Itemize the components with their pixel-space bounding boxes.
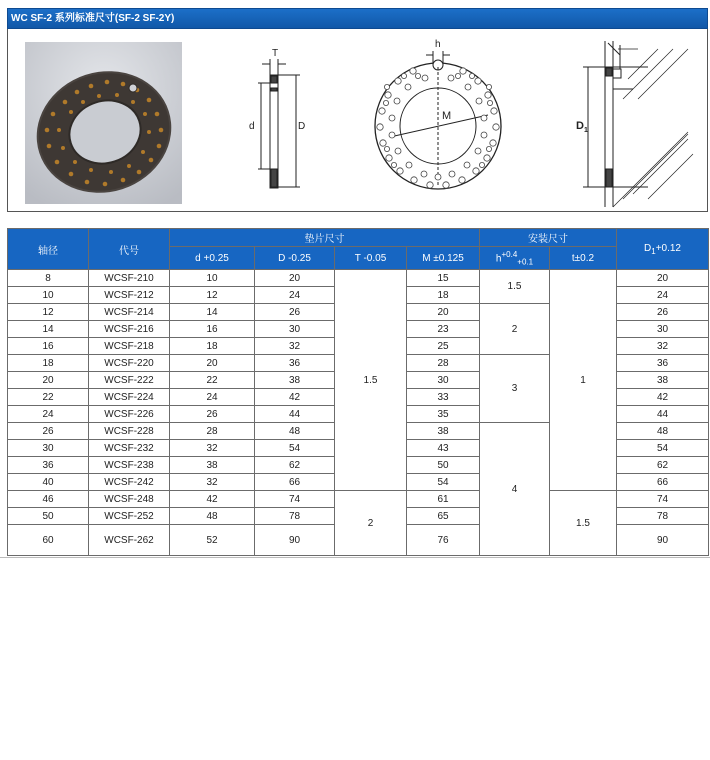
cell-shaft: 30 [8,440,89,457]
cell-D: 44 [255,406,335,423]
cell-code: WCSF-224 [89,389,170,406]
cell-D: 62 [255,457,335,474]
cell-shaft: 46 [8,491,89,508]
cell-D1: 78 [617,508,709,525]
cell-D1: 24 [617,287,709,304]
label-h: h [435,39,441,50]
cell-code: WCSF-212 [89,287,170,304]
label-M: M [442,110,452,122]
table-row [8,491,709,508]
cell-d: 20 [170,355,255,372]
cell-shaft: 60 [8,525,89,556]
cell-code: WCSF-222 [89,372,170,389]
cell-d: 32 [170,440,255,457]
cell-code: WCSF-214 [89,304,170,321]
cell-M: 23 [407,321,480,338]
cell-D1: 62 [617,457,709,474]
cell-d: 12 [170,287,255,304]
cell-D: 42 [255,389,335,406]
cell-D: 78 [255,508,335,525]
cell-D1: 32 [617,338,709,355]
cell-D: 32 [255,338,335,355]
cell-shaft: 24 [8,406,89,423]
cell-shaft: 26 [8,423,89,440]
header-washer: 垫片尺寸 [170,229,480,247]
cell-D1: 48 [617,423,709,440]
cell-code: WCSF-232 [89,440,170,457]
cell-h: 2 [480,304,550,355]
cell-shaft: 40 [8,474,89,491]
label-D: D [298,121,306,132]
cell-d: 22 [170,372,255,389]
cell-code: WCSF-210 [89,270,170,287]
cross-section-drawing [258,59,300,188]
cell-D1: 38 [617,372,709,389]
installation-drawing [583,41,693,207]
cell-shaft: 12 [8,304,89,321]
cell-M: 33 [407,389,480,406]
table-body [8,270,709,556]
cell-code: WCSF-216 [89,321,170,338]
cell-d: 16 [170,321,255,338]
technical-drawings [8,29,709,212]
label-D1-sub: 1 [584,127,588,134]
cell-shaft: 14 [8,321,89,338]
label-D1: D [576,120,584,132]
header-M: M ±0.125 [407,247,480,270]
table-row [8,270,709,287]
cell-code: WCSF-218 [89,338,170,355]
cell-d: 28 [170,423,255,440]
cell-D1: 42 [617,389,709,406]
cell-D: 38 [255,372,335,389]
cell-M: 65 [407,508,480,525]
cell-D: 90 [255,525,335,556]
cell-T: 1.5 [335,270,407,491]
header-D1: $D_1+0.12$ [617,229,709,270]
cell-D: 20 [255,270,335,287]
cell-d: 18 [170,338,255,355]
cell-shaft: 18 [8,355,89,372]
cell-shaft: 10 [8,287,89,304]
cell-D1: 54 [617,440,709,457]
cell-M: 38 [407,423,480,440]
figure-panel [7,29,708,212]
header-t: t±0.2 [550,247,617,270]
cell-code: WCSF-248 [89,491,170,508]
header-install: 安装尺寸 [480,229,617,247]
cell-h: 4 [480,423,550,556]
cell-h: 1.5 [480,270,550,304]
cell-t: 1.5 [550,491,617,556]
cell-D1: 30 [617,321,709,338]
cell-shaft: 16 [8,338,89,355]
cell-M: 15 [407,270,480,287]
cell-code: WCSF-262 [89,525,170,556]
cell-code: WCSF-228 [89,423,170,440]
cell-code: WCSF-220 [89,355,170,372]
cell-D1: 36 [617,355,709,372]
cell-t: 1 [550,270,617,491]
cell-code: WCSF-252 [89,508,170,525]
cell-D1: 74 [617,491,709,508]
cell-M: 50 [407,457,480,474]
header-T: T -0.05 [335,247,407,270]
header-d: d +0.25 [170,247,255,270]
header-shaft: 轴径 [8,229,89,270]
cell-D1: 66 [617,474,709,491]
cell-M: 43 [407,440,480,457]
label-t: T [272,48,279,59]
cell-h: 3 [480,355,550,423]
cell-D: 54 [255,440,335,457]
dimension-table [7,228,709,556]
cell-M: 30 [407,372,480,389]
cell-d: 24 [170,389,255,406]
cell-D: 74 [255,491,335,508]
cell-shaft: 20 [8,372,89,389]
cell-code: WCSF-242 [89,474,170,491]
cell-D1: 20 [617,270,709,287]
cell-D1: 26 [617,304,709,321]
cell-d: 32 [170,474,255,491]
header-h: $h^{+0.4}_{+0.1}$ [480,247,550,270]
header-code: 代号 [89,229,170,270]
cell-code: WCSF-226 [89,406,170,423]
header-D: D -0.25 [255,247,335,270]
cell-M: 25 [407,338,480,355]
cell-d: 52 [170,525,255,556]
cell-M: 28 [407,355,480,372]
cell-M: 54 [407,474,480,491]
cell-shaft: 50 [8,508,89,525]
cell-D1: 90 [617,525,709,556]
cell-M: 18 [407,287,480,304]
cell-shaft: 36 [8,457,89,474]
cell-d: 14 [170,304,255,321]
divider [0,557,710,558]
cell-code: WCSF-238 [89,457,170,474]
cell-M: 35 [407,406,480,423]
cell-D: 24 [255,287,335,304]
cell-d: 26 [170,406,255,423]
cell-D: 26 [255,304,335,321]
cell-D1: 44 [617,406,709,423]
cell-T: 2 [335,491,407,556]
cell-M: 76 [407,525,480,556]
page-title: WC SF-2 系列标准尺寸(SF-2 SF-2Y) [7,8,708,29]
cell-D: 36 [255,355,335,372]
cell-d: 42 [170,491,255,508]
cell-M: 61 [407,491,480,508]
cell-D: 48 [255,423,335,440]
cell-shaft: 22 [8,389,89,406]
cell-d: 38 [170,457,255,474]
dimension-labels [249,39,588,134]
cell-d: 48 [170,508,255,525]
cell-shaft: 8 [8,270,89,287]
cell-D: 66 [255,474,335,491]
label-d: d [249,121,255,132]
cell-d: 10 [170,270,255,287]
cell-M: 20 [407,304,480,321]
cell-D: 30 [255,321,335,338]
